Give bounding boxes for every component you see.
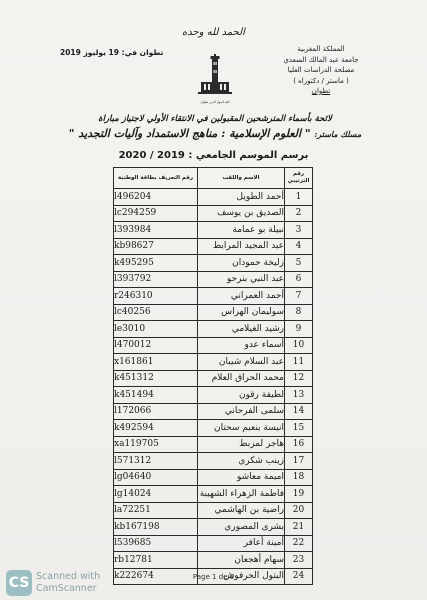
- table-row: [114, 189, 313, 206]
- cin-cell: lc40256: [114, 304, 198, 321]
- watermark-line: Scanned with: [36, 571, 101, 582]
- cin-cell: lg14024: [114, 486, 198, 503]
- institution-line: ( ماستر / دكتوراه ): [293, 76, 349, 85]
- camscanner-text: [36, 571, 100, 595]
- table-row: [114, 370, 313, 387]
- document-date: تطوان في: 19 يوليوز 2019: [60, 48, 164, 57]
- academic-season: برسم الموسم الجامعي : 2019 / 2020: [118, 150, 309, 161]
- institution-line: المملكة المغربية: [297, 45, 345, 53]
- table-row: [114, 387, 313, 404]
- table-row: [114, 304, 313, 321]
- name-cell: زينب شكري: [198, 453, 285, 470]
- header-rank: رقم الترتيبي: [285, 168, 313, 189]
- rank-cell: 6: [285, 271, 313, 288]
- table-row: [114, 321, 313, 338]
- rank-cell: 9: [285, 321, 313, 338]
- name-cell: لطيفة رقون: [198, 387, 285, 404]
- name-cell: سوليمان الهراس: [198, 304, 285, 321]
- cin-cell: k451312: [114, 370, 198, 387]
- rank-cell: 13: [285, 387, 313, 404]
- cin-cell: k451494: [114, 387, 198, 404]
- name-cell: انيسة بنعبم سحتان: [198, 420, 285, 437]
- table-row: [114, 420, 313, 437]
- table-header-row: [114, 168, 313, 189]
- institution-line: مصلحة الدراسات العليا: [287, 66, 355, 74]
- rank-cell: 7: [285, 288, 313, 305]
- header-cin: رقم التعريف بطاقة الوطنية: [114, 168, 198, 189]
- rank-cell: 4: [285, 238, 313, 255]
- table-row: [114, 337, 313, 354]
- rank-cell: 11: [285, 354, 313, 371]
- table-row: [114, 205, 313, 222]
- list-title: لائحة بأسماء المترشحين المقبولين في الانتقاء الأولي لاجتياز مباراة: [98, 114, 332, 124]
- name-cell: أحمد الطويل: [198, 189, 285, 206]
- rank-cell: 3: [285, 222, 313, 239]
- rank-cell: 8: [285, 304, 313, 321]
- table-row: [114, 469, 313, 486]
- cin-cell: le3010: [114, 321, 198, 338]
- cin-cell: l393792: [114, 271, 198, 288]
- name-cell: بشرى المصوري: [198, 519, 285, 536]
- name-cell: عبد السلام شيبان: [198, 354, 285, 371]
- camscanner-logo-icon: CS: [6, 570, 32, 596]
- rank-cell: 22: [285, 535, 313, 552]
- name-cell: هاجر لمربط: [198, 436, 285, 453]
- table-row: [114, 354, 313, 371]
- table-row: [114, 222, 313, 239]
- rank-cell: 17: [285, 453, 313, 470]
- name-cell: البتول الحرفوش: [198, 568, 285, 585]
- rank-cell: 18: [285, 469, 313, 486]
- logo-caption: كلية أصول الدين تطوان: [200, 100, 230, 104]
- rank-cell: 15: [285, 420, 313, 437]
- rank-cell: 23: [285, 552, 313, 569]
- name-cell: رشيد الغيلامي: [198, 321, 285, 338]
- candidates-table: [113, 167, 313, 585]
- cin-cell: kb167198: [114, 519, 198, 536]
- name-cell: أسماء عدو: [198, 337, 285, 354]
- cin-cell: x161861: [114, 354, 198, 371]
- rank-cell: 2: [285, 205, 313, 222]
- cin-cell: rb12781: [114, 552, 198, 569]
- program-prefix: مسلك ماستر:: [314, 129, 362, 139]
- rank-cell: 24: [285, 568, 313, 585]
- basmala-heading: الحمد لله وحده: [182, 27, 245, 38]
- name-cell: محمد الحراق العلام: [198, 370, 285, 387]
- faculty-logo: [188, 54, 242, 106]
- rank-cell: 5: [285, 255, 313, 272]
- cin-cell: lg04640: [114, 469, 198, 486]
- table-row: [114, 403, 313, 420]
- table-row: [114, 288, 313, 305]
- faculty-tower-icon: [195, 54, 235, 96]
- cin-cell: l496204: [114, 189, 198, 206]
- name-cell: الصديق بن يوسف: [198, 205, 285, 222]
- name-cell: أمينة أعافر: [198, 535, 285, 552]
- cin-cell: l539685: [114, 535, 198, 552]
- camscanner-watermark: [4, 570, 144, 598]
- cin-cell: l571312: [114, 453, 198, 470]
- rank-cell: 12: [285, 370, 313, 387]
- name-cell: سلمى الفرحاني: [198, 403, 285, 420]
- cin-cell: k495295: [114, 255, 198, 272]
- header-name: الاسم واللقب: [198, 168, 285, 189]
- cin-cell: kb98627: [114, 238, 198, 255]
- table-row: [114, 519, 313, 536]
- rank-cell: 21: [285, 519, 313, 536]
- table-row: [114, 535, 313, 552]
- cin-cell: l393984: [114, 222, 198, 239]
- institution-city: تطوان: [311, 87, 331, 95]
- program-title: [20, 127, 410, 140]
- table-row: [114, 552, 313, 569]
- name-cell: عبد المجيد المرابط: [198, 238, 285, 255]
- watermark-line: CamScanner: [36, 583, 97, 594]
- rank-cell: 10: [285, 337, 313, 354]
- name-cell: فاطمة الزهراء الشهيبة: [198, 486, 285, 503]
- table-row: [114, 486, 313, 503]
- table-row: [114, 502, 313, 519]
- program-name: " العلوم الإسلامية : مناهج الاستمداد وآليات التجديد ": [68, 127, 311, 140]
- name-cell: عبد النبي بنرحو: [198, 271, 285, 288]
- name-cell: راضية بن الهاشمي: [198, 502, 285, 519]
- rank-cell: 1: [285, 189, 313, 206]
- institution-line: جامعة عبد المالك السعدي: [283, 55, 359, 64]
- cin-cell: la72251: [114, 502, 198, 519]
- page-number: Page 1 de 5: [192, 573, 235, 581]
- cin-cell: r246310: [114, 288, 198, 305]
- cin-cell: l172066: [114, 403, 198, 420]
- name-cell: زليخة حمودان: [198, 255, 285, 272]
- rank-cell: 19: [285, 486, 313, 503]
- name-cell: نبيلة بو عمامة: [198, 222, 285, 239]
- rank-cell: 20: [285, 502, 313, 519]
- cin-cell: l470012: [114, 337, 198, 354]
- cin-cell: lc294259: [114, 205, 198, 222]
- rank-cell: 14: [285, 403, 313, 420]
- table-row: [114, 453, 313, 470]
- table-row: [114, 271, 313, 288]
- table-row: [114, 238, 313, 255]
- table-row: [114, 255, 313, 272]
- name-cell: أحمد العمراني: [198, 288, 285, 305]
- institution-block: [261, 44, 381, 97]
- name-cell: اميمة معاشو: [198, 469, 285, 486]
- name-cell: سهام أهجعان: [198, 552, 285, 569]
- rank-cell: 16: [285, 436, 313, 453]
- cin-cell: k222674: [114, 568, 198, 585]
- cin-cell: xa119705: [114, 436, 198, 453]
- table-row: [114, 436, 313, 453]
- cin-cell: k492594: [114, 420, 198, 437]
